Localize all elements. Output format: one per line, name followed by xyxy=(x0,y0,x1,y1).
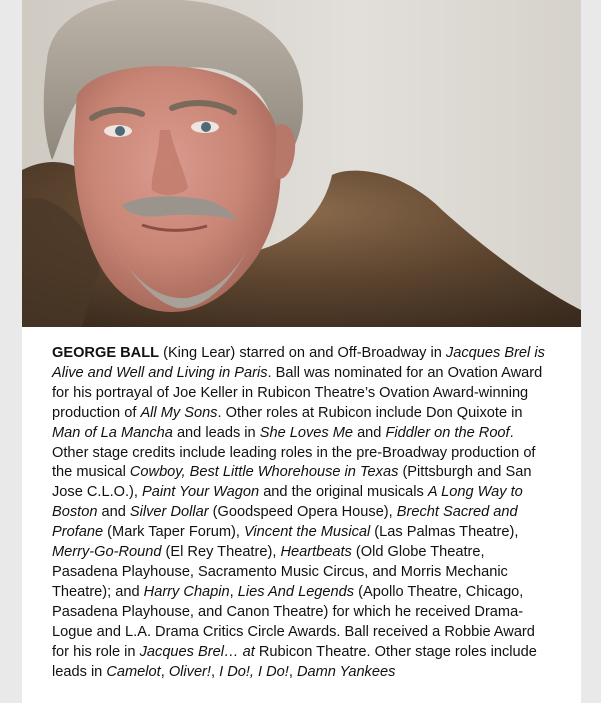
bio-title-italic: Oliver! xyxy=(168,663,211,680)
bio-title-italic: Heartbeats xyxy=(280,544,352,561)
bio-text-run: (Las Palmas Theatre), xyxy=(370,524,519,541)
bio-title-italic: Brecht Sacred and Profane xyxy=(52,504,518,541)
bio-text-run: , xyxy=(229,583,238,600)
bio-text-run: and xyxy=(97,504,130,521)
bio-text-run: (El Rey Theatre), xyxy=(161,544,281,561)
bio-text-run: (King Lear) starred on and Off-Broadway in xyxy=(159,345,446,361)
bio-text-run: and the original musicals xyxy=(259,484,428,501)
bio-card xyxy=(22,0,581,703)
bio-text-run: (Mark Taper Forum), xyxy=(103,524,244,541)
bio-text-run: Rubicon Theatre. Other stage roles include leads in xyxy=(52,643,537,680)
bio-text-run: , xyxy=(210,663,220,680)
biography-text xyxy=(52,344,550,682)
bio-title-italic: Merry-Go-Round xyxy=(52,544,162,561)
bio-text-run: and leads in xyxy=(172,424,260,441)
bio-title-italic: Lies And Legends xyxy=(237,583,355,600)
bio-title-italic: She Loves Me xyxy=(259,424,354,441)
bio-title-italic: Vincent the Musical xyxy=(243,524,371,541)
bio-title-italic: Camelot xyxy=(106,663,161,680)
bio-text-run: (Old Globe Theatre, Pasadena Playhouse, Sacramento Music Circus, and Morris Mechanic Theatre); and xyxy=(52,544,508,600)
bio-text-run: , xyxy=(160,663,169,680)
bio-name: GEORGE BALL xyxy=(52,345,160,361)
bio-title-italic: Man of La Mancha xyxy=(52,424,173,441)
bio-text-run: . Other stage credits include leading roles in the pre-Broadway production of the musical xyxy=(52,424,536,481)
bio-title-italic: Jacques Brel… at xyxy=(139,643,255,660)
bio-title-italic: Silver Dollar xyxy=(129,504,209,521)
bio-title-italic: Jacques Brel is Alive and Well and Living in Paris xyxy=(52,345,545,381)
bio-text-run: . Ball was nominated for an Ovation Award for his portrayal of Joe Keller in Rubicon Theatre’s Ovation Award-winning production of xyxy=(52,364,543,421)
bio-title-italic: Paint Your Wagon xyxy=(142,484,260,501)
bio-title-italic: Fiddler on the Roof xyxy=(385,424,510,441)
bio-text-run: (Goodspeed Opera House), xyxy=(208,504,397,521)
bio-text-run: , xyxy=(288,663,297,680)
bio-title-italic: All My Sons xyxy=(140,404,218,421)
bio-text-run: . Other roles at Rubicon include Don Quixote in xyxy=(217,404,523,421)
bio-title-italic: Damn Yankees xyxy=(296,663,396,680)
bio-title-italic: Cowboy, Best Little Whorehouse in Texas xyxy=(129,464,399,481)
headshot-photo xyxy=(22,0,581,327)
bio-text-run: (Apollo Theatre, Chicago, Pasadena Playhouse, and Canon Theatre) for which he received Drama-Logue and L.A. Drama Critics Circle Awards. Ball received a Robbie Award for his role in xyxy=(52,583,535,660)
bio-title-italic: Harry Chapin xyxy=(143,583,230,600)
bio-text-run: (Pittsburgh and San Jose C.L.O.), xyxy=(52,464,532,501)
bio-title-italic: I Do!, I Do! xyxy=(219,663,289,680)
bio-title-italic: A Long Way to Boston xyxy=(52,484,523,521)
bio-text-run: and xyxy=(353,424,386,441)
